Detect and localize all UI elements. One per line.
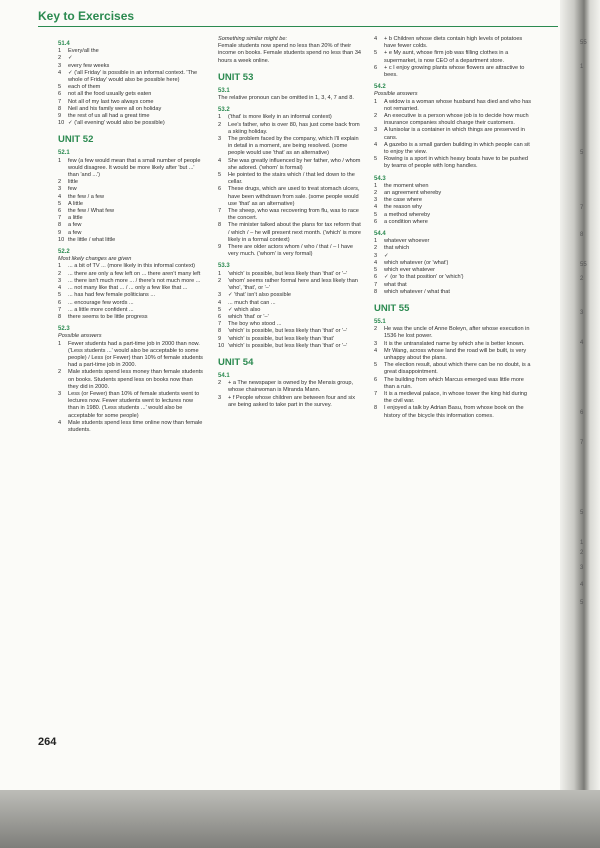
answer-item: [374, 65, 534, 79]
answer-text: I enjoyed a talk by Adrian Basu, from whose book on the history of the bicycle this information comes.: [384, 405, 524, 419]
answer-number: 2: [58, 179, 62, 186]
answer-text: little: [68, 179, 78, 186]
answer-item: [374, 377, 534, 391]
answer-item: [58, 307, 203, 314]
answer-number: 7: [58, 306, 62, 313]
answer-item: [58, 55, 203, 62]
answer-item: [218, 271, 363, 278]
edge-number: 4: [580, 582, 584, 588]
answer-item: [374, 183, 534, 190]
answer-number: 5: [218, 306, 222, 313]
answer-item: [218, 208, 363, 222]
answer-item: [374, 245, 534, 252]
instruction-note: Something similar might be:: [218, 36, 288, 42]
answer-text: + f People whose children are between four and six are being asked to take part in the survey.: [228, 394, 356, 408]
answer-number: 3: [58, 277, 62, 284]
edge-number: 2: [580, 276, 584, 282]
answer-number: 2: [374, 245, 378, 252]
answer-item: [374, 50, 534, 64]
answer-text: ... a bit of TV ... (more likely in this informal context): [68, 263, 196, 270]
answer-item: [374, 238, 534, 245]
answer-number: 10: [218, 342, 225, 349]
answer-number: 3: [374, 127, 378, 134]
edge-number: 2: [580, 550, 584, 556]
exercise-number: 52.3: [58, 326, 70, 333]
answer-text: He pointed to the stairs which / that led down to the cellar.: [228, 172, 355, 186]
answer-text: Fewer students had a part-time job in 2000 than now. ('Less students ...' would also be acceptable to some people) / Less (or Fewer) than 10% of female students had a part-time job in 2000.: [68, 340, 203, 369]
edge-number: 3: [580, 310, 584, 316]
answer-text: ✓ ('all evening' would also be possible): [68, 120, 165, 127]
answer-item: [218, 244, 363, 258]
answer-item: [374, 156, 534, 170]
answer-item: [374, 113, 534, 127]
answer-number: 5: [374, 50, 378, 57]
answer-text: a few: [68, 229, 82, 236]
answer-item: [374, 289, 534, 296]
answer-paragraph: Female students now spend no less than 20% of their income on books. Female students spend no less than 34 hours a week online.: [218, 43, 362, 64]
answer-item: [374, 219, 534, 226]
answer-text: ✓ ('all Friday' is possible in an informal context. 'The whole of Friday' would also be possible here): [68, 69, 198, 84]
answer-item: [218, 336, 363, 343]
answer-item: [218, 328, 363, 335]
answer-number: 1: [58, 263, 62, 270]
answer-number: 7: [218, 208, 222, 215]
answer-text: the little / what little: [68, 236, 116, 243]
answer-number: 2: [218, 380, 222, 387]
answer-item: [374, 212, 534, 219]
answer-text: There are older actors whom / who / that / – I have very much. ('whom' is very formal): [228, 244, 353, 258]
answer-item: [218, 172, 363, 186]
answer-item: [218, 343, 363, 350]
edge-number: 4: [580, 340, 584, 346]
answer-item: [374, 391, 534, 405]
answer-number: 1: [58, 157, 62, 164]
exercise-number: 53.1: [218, 87, 230, 94]
answer-number: 7: [218, 321, 222, 328]
edge-number: 5: [580, 600, 584, 606]
answer-text: 'which' is possible, but less likely than 'that' or '–': [228, 270, 348, 277]
exercise-number: 54.4: [374, 231, 386, 238]
unit-heading: UNIT 52: [58, 134, 94, 146]
answer-number: 8: [58, 313, 62, 320]
answer-item: [218, 380, 363, 394]
answer-item: [58, 263, 203, 270]
answer-text: few (a few would mean that a small number of people would disagree. It would be more likely after 'but ...' than 'and ...'): [68, 157, 201, 179]
answer-number: 7: [374, 281, 378, 288]
answer-item: [218, 158, 363, 172]
edge-number: 5: [580, 510, 584, 516]
answer-number: 5: [58, 84, 62, 91]
answer-text: A gazebo is a small garden building in which people can sit to enjoy the view.: [384, 141, 530, 156]
answer-item: [218, 292, 363, 299]
answer-item: [374, 274, 534, 281]
answer-text: which whatever (or 'what'): [384, 259, 449, 266]
answer-number: 6: [218, 186, 222, 193]
answer-item: [218, 300, 363, 307]
answer-number: 6: [374, 274, 378, 281]
answer-number: 5: [374, 267, 378, 274]
answer-text: what that: [384, 281, 407, 288]
answer-text: every few weeks: [68, 62, 110, 69]
answer-text: which whatever / what that: [384, 288, 450, 295]
answer-item: [374, 36, 534, 50]
answer-number: 5: [218, 172, 222, 179]
exercise-number: 54.3: [374, 175, 386, 182]
answer-number: 3: [58, 390, 62, 397]
answer-text: ✓ (or 'to that position' or 'which'): [384, 274, 464, 281]
answer-number: 2: [58, 369, 62, 376]
unit-heading: UNIT 55: [374, 302, 410, 314]
answer-number: 2: [218, 277, 222, 284]
answer-item: [58, 222, 203, 229]
answer-number: 2: [374, 113, 378, 120]
answer-item: [218, 395, 363, 409]
answer-item: [374, 197, 534, 204]
answer-number: 4: [218, 299, 222, 306]
answer-text: It is the untranslated name by which she is better known.: [384, 340, 525, 347]
answer-number: 9: [218, 244, 222, 251]
answer-number: 6: [374, 376, 378, 383]
answer-item: [58, 292, 203, 299]
edge-number: 1: [580, 540, 584, 546]
answer-number: 4: [374, 347, 378, 354]
answer-number: 2: [374, 326, 378, 333]
answer-item: [58, 201, 203, 208]
answer-item: [374, 326, 534, 340]
answer-item: [58, 158, 203, 180]
answer-text: ... has had few female politicians ...: [68, 292, 156, 299]
answer-number: 1: [218, 114, 222, 121]
edge-number: 55: [580, 40, 587, 46]
edge-number: 5: [580, 150, 584, 156]
answer-number: 8: [218, 328, 222, 335]
answer-number: 2: [58, 55, 62, 62]
answer-text: a condition where: [384, 218, 428, 225]
answer-item: [374, 99, 534, 113]
answer-text: 'which' is possible, but less likely than 'that' or '–': [228, 342, 348, 349]
answer-text: that which: [384, 245, 410, 252]
answer-text: Less (or Fewer) than 10% of female students went to lectures now. Fewer students went to lectures now than in 1980. ('Less students ...' would also be acceptable for some people): [68, 390, 200, 419]
answer-item: [58, 369, 203, 391]
answer-text: + e My aunt, whose firm job was filling clothes in a supermarket, is now CEO of a department store.: [384, 50, 509, 64]
edge-number: 7: [580, 440, 584, 446]
answer-text: Male students spend less time online now than female students.: [68, 419, 203, 433]
answer-number: 1: [58, 48, 62, 55]
answer-item: [374, 341, 534, 348]
answer-text: not all the food usually gets eaten: [68, 91, 152, 98]
answer-text: Not all of my last two always come: [68, 98, 154, 105]
answer-text: She was greatly influenced by her father, who / whom she adored. ('whom' is formal): [228, 157, 361, 171]
answer-text: a method whereby: [384, 211, 431, 218]
answer-text: ... there are only a few left on ... there aren't many left: [68, 270, 201, 277]
answer-text: the few / What few: [68, 208, 115, 215]
answer-item: [58, 314, 203, 321]
answer-number: 5: [58, 292, 62, 299]
answer-number: 8: [58, 222, 62, 229]
answer-number: 10: [58, 236, 65, 243]
answer-number: 7: [58, 215, 62, 222]
answer-item: [58, 420, 203, 434]
answer-number: 9: [58, 229, 62, 236]
exercise-number: 52.1: [58, 150, 70, 157]
exercise-number: 54.1: [218, 372, 230, 379]
instruction-note: Most likely changes are given: [58, 256, 132, 263]
answer-number: 4: [374, 36, 378, 42]
answer-number: 6: [58, 208, 62, 215]
answer-number: 2: [374, 190, 378, 197]
answer-number: 3: [374, 340, 378, 347]
exercise-number: 53.2: [218, 107, 230, 114]
answer-text: the rest of us all had a great time: [68, 113, 150, 120]
answer-text: there seems to be little progress: [68, 313, 148, 320]
answer-number: 6: [374, 64, 378, 71]
answer-text: ... encourage few words ...: [68, 299, 134, 306]
answer-item: [58, 285, 203, 292]
answer-item: [218, 307, 363, 314]
answer-item: [374, 405, 534, 419]
answer-text: ... a little more confident ...: [68, 306, 134, 313]
answer-text: the few / a few: [68, 193, 105, 200]
answer-item: [58, 70, 203, 84]
answer-number: 6: [58, 299, 62, 306]
answer-item: [218, 186, 363, 208]
answer-number: 4: [374, 259, 378, 266]
answer-item: [374, 282, 534, 289]
answer-item: [58, 106, 203, 113]
exercise-number: 52.2: [58, 249, 70, 256]
answer-number: 2: [58, 270, 62, 277]
edge-number: 8: [580, 232, 584, 238]
unit-heading: UNIT 53: [218, 71, 254, 83]
answer-text: The election result, about which there can be no doubt, is a great disappointment.: [384, 362, 531, 376]
edge-number: 6: [580, 410, 584, 416]
edge-number: 3: [580, 565, 584, 571]
answer-number: 8: [374, 405, 378, 412]
unit-heading: UNIT 54: [218, 356, 254, 368]
exercise-number: 53.3: [218, 263, 230, 270]
answer-text: ✓: [384, 252, 389, 259]
answer-number: 3: [374, 252, 378, 259]
answer-item: [218, 278, 363, 292]
answer-text: A little: [68, 200, 83, 207]
answer-text: the case where: [384, 197, 422, 204]
answer-number: 9: [58, 113, 62, 120]
answer-number: 5: [374, 156, 378, 163]
answer-text: ... there isn't much more ... / there's not much more ...: [68, 277, 201, 284]
answer-number: 8: [218, 222, 222, 229]
answer-number: 4: [218, 157, 222, 164]
answer-text: each of them: [68, 84, 101, 91]
answer-number: 10: [58, 120, 65, 127]
answer-number: 1: [374, 238, 378, 245]
edge-number: 7: [580, 205, 584, 211]
page-number: 264: [38, 736, 57, 748]
answer-text: + a The newspaper is owned by the Mensis group, whose chairwoman is Miranda Mann.: [228, 380, 354, 394]
answer-number: 4: [58, 193, 62, 200]
column-middle: [218, 36, 363, 409]
answer-text: The sheep, who was recovering from flu, was to race the concert.: [228, 208, 359, 222]
answer-item: [374, 190, 534, 197]
edge-number: 1: [580, 64, 584, 70]
answer-item: [58, 215, 203, 222]
answer-number: 3: [218, 292, 222, 299]
answer-number: 1: [58, 340, 62, 347]
answer-text: He was the uncle of Anne Boleyn, after whose execution in 1536 he lost power.: [384, 326, 530, 340]
answer-text: the moment when: [384, 182, 429, 189]
answer-number: 5: [374, 362, 378, 369]
answer-text: Neil and his family were all on holiday: [68, 105, 162, 112]
answer-text: It is a medieval palace, in whose tower the king hid during the civil war.: [384, 390, 528, 405]
answer-number: 4: [374, 141, 378, 148]
answer-text: These drugs, which are used to treat stomach ulcers, have been withdrawn from sale. (some people would use 'that' as an alternative): [228, 186, 360, 207]
answer-text: + b Children whose diets contain high levels of potatoes have fewer colds.: [384, 36, 523, 50]
exercise-number: 51.4: [58, 41, 70, 47]
answer-text: ✓ 'that' isn't also possible: [228, 292, 291, 299]
answer-text: Rowing is a sport in which heavy boats have to be pushed by teams of people with long handles.: [384, 156, 528, 170]
answer-text: a few: [68, 222, 82, 229]
column-left: [58, 36, 203, 434]
answer-number: 2: [218, 121, 222, 128]
answer-item: [218, 314, 363, 321]
answer-number: 3: [374, 197, 378, 204]
answer-text: few: [68, 186, 77, 193]
answer-text: ... not many like that ... / ... only a few like that ...: [68, 285, 188, 292]
answer-text: The building from which Marcus emerged was little more than a ruin.: [384, 376, 524, 390]
answer-text: An executive is a person whose job is to decide how much insurance companies should charge their customers.: [384, 113, 529, 127]
answer-item: [58, 230, 203, 237]
answer-text: 'whom' seems rather formal here and less likely than 'who', 'that', or '–': [228, 277, 358, 292]
answer-number: 8: [374, 288, 378, 295]
answer-item: [218, 321, 363, 328]
answer-item: [58, 91, 203, 98]
answer-text: the reason why: [384, 204, 422, 211]
answer-item: [58, 391, 203, 420]
answer-text: a little: [68, 215, 83, 222]
answer-number: 1: [218, 270, 222, 277]
answer-item: [58, 99, 203, 106]
answer-text: 'which' is possible, but less likely than 'that': [228, 335, 334, 342]
page-header-title: Key to Exercises: [38, 9, 135, 23]
answer-item: [58, 113, 203, 120]
answer-number: 5: [374, 211, 378, 218]
answer-text: A lunisolar is a container in which things are preserved in cans.: [384, 127, 525, 141]
answer-item: [58, 278, 203, 285]
answer-text: Mr Wang, across whose land the road will be built, is very unhappy about the plans.: [384, 347, 527, 361]
answer-item: [58, 300, 203, 307]
answer-item: [374, 127, 534, 141]
answer-text: The boy who stood ...: [228, 321, 282, 328]
instruction-note: Possible answers: [58, 333, 102, 340]
answer-text: 'which' is possible, but less likely than 'that' or '–': [228, 328, 348, 335]
answer-item: [374, 267, 534, 274]
answer-item: [218, 136, 363, 158]
answer-item: [58, 194, 203, 201]
answer-item: [58, 208, 203, 215]
answer-number: 7: [58, 98, 62, 105]
answer-text: Every/all the: [68, 48, 99, 55]
answer-number: 4: [58, 419, 62, 426]
answer-text: which ever whatever: [384, 267, 435, 274]
instruction-note: Possible answers: [374, 91, 418, 98]
answer-number: 3: [218, 394, 222, 401]
answer-item: [218, 114, 363, 121]
answer-item: [374, 204, 534, 211]
answer-item: [374, 348, 534, 362]
answer-number: 3: [58, 186, 62, 193]
exercise-number: 55.1: [374, 318, 386, 325]
answer-number: 9: [218, 335, 222, 342]
answer-text: which 'that' or '–': [228, 313, 269, 320]
answer-item: [374, 253, 534, 260]
answer-text: ✓: [68, 55, 73, 62]
answer-number: 8: [58, 105, 62, 112]
answer-number: 5: [58, 200, 62, 207]
answer-item: [58, 186, 203, 193]
answer-number: 4: [58, 285, 62, 292]
answer-number: 3: [58, 62, 62, 69]
answer-number: 1: [374, 182, 378, 189]
answer-number: 1: [374, 98, 378, 105]
answer-item: [58, 48, 203, 55]
exercise-number: 54.2: [374, 84, 386, 91]
answer-text: ... much that can ...: [228, 299, 276, 306]
answer-item: [218, 122, 363, 136]
answer-item: [58, 84, 203, 91]
answer-item: [218, 222, 363, 244]
answer-number: 6: [58, 91, 62, 98]
answer-number: 6: [218, 313, 222, 320]
answer-item: [374, 142, 534, 156]
answer-text: The minister talked about the plans for tax reform that / which / – he will present next month. ('which' is more likely in a formal context): [228, 222, 362, 243]
answer-text: Lee's father, who is over 80, has just come back from a skiing holiday.: [228, 121, 360, 135]
answer-number: 6: [374, 218, 378, 225]
answer-item: [58, 120, 203, 127]
column-right: [374, 36, 534, 420]
answer-item: [58, 179, 203, 186]
edge-number: 55: [580, 262, 587, 268]
answer-item: [374, 362, 534, 376]
answer-paragraph: The relative pronoun can be omitted in 1, 3, 4, 7 and 8.: [218, 95, 354, 102]
answer-text: ✓ which also: [228, 306, 261, 313]
answer-number: 7: [374, 390, 378, 397]
answer-text: A widow is a woman whose husband has died and who has not remarried.: [384, 98, 532, 112]
answer-number: 3: [218, 136, 222, 143]
answer-item: [58, 271, 203, 278]
answer-text: The problem faced by the company, which I'll explain in detail in a moment, are being resolved. (some people would use 'that' as an alternative): [228, 136, 359, 157]
answer-item: [58, 63, 203, 70]
answer-item: [374, 260, 534, 267]
answer-text: Male students spend less money than female students on books. Students spend less on books now than they did in 2000.: [68, 369, 203, 390]
answer-text: ('that' is more likely in an informal context): [228, 114, 332, 121]
answer-item: [58, 341, 203, 370]
answer-item: [58, 237, 203, 244]
answer-number: 4: [374, 204, 378, 211]
page-gutter-shadow: [560, 0, 600, 798]
scan-bottom-shadow: [0, 790, 600, 848]
answer-text: + c I enjoy growing plants whose flowers are attractive to bees.: [384, 64, 525, 79]
answer-text: whatever whoever: [384, 238, 430, 245]
answer-number: 4: [58, 69, 62, 76]
answer-text: an agreement whereby: [384, 190, 442, 197]
header-rule: [38, 26, 558, 27]
